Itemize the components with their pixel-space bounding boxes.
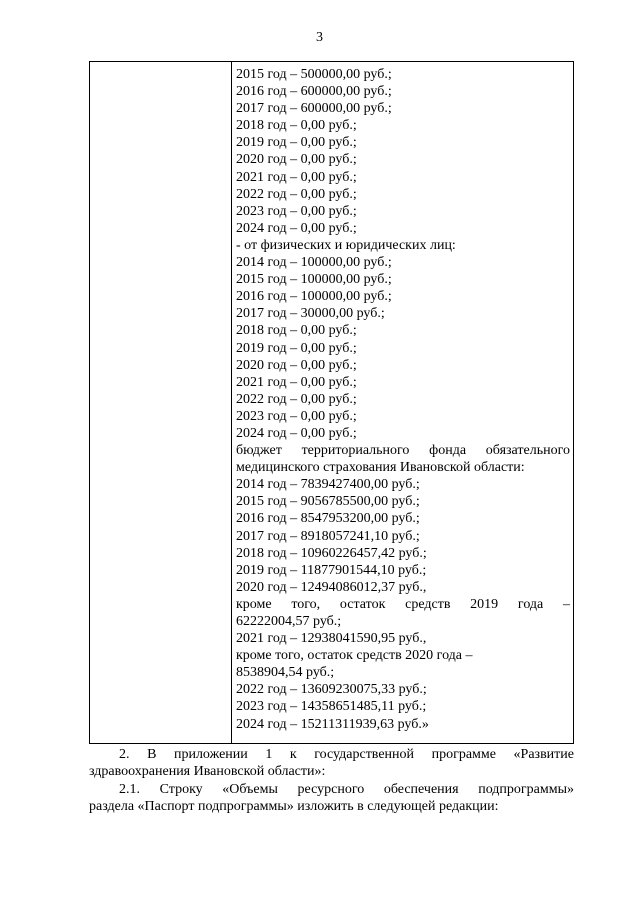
funding-line: 2016 год – 600000,00 руб.; xyxy=(236,84,392,100)
funding-line: 2024 год – 0,00 руб.; xyxy=(236,425,357,441)
funding-line: 2020 год – 0,00 руб.; xyxy=(236,152,357,168)
funding-line: 2018 год – 10960226457,42 руб.; xyxy=(236,545,427,561)
funding-line: 2021 год – 0,00 руб.; xyxy=(236,374,357,390)
funding-line: 2021 год – 0,00 руб.; xyxy=(236,169,357,185)
funding-line: 2015 год – 100000,00 руб.; xyxy=(236,272,392,288)
funding-line: 2019 год – 0,00 руб.; xyxy=(236,135,357,151)
paragraph-2-line-1: 2. В приложении 1 к государственной программе «Развитие xyxy=(119,747,574,762)
funding-source-heading: - от физических и юридических лиц: xyxy=(236,237,456,253)
funding-line: 2023 год – 0,00 руб.; xyxy=(236,203,357,219)
funding-note: кроме того, остаток средств 2020 года – xyxy=(236,648,473,664)
funding-line: 2024 год – 0,00 руб.; xyxy=(236,220,357,236)
funding-cell xyxy=(236,66,570,733)
funding-source-heading: бюджет территориального фонда обязательного xyxy=(236,443,570,459)
funding-line: 2017 год – 8918057241,10 руб.; xyxy=(236,528,420,544)
funding-note: кроме того, остаток средств 2019 года – xyxy=(236,596,570,612)
funding-line: 2014 год – 7839427400,00 руб.; xyxy=(236,477,420,493)
page-number: 3 xyxy=(316,30,323,45)
funding-table xyxy=(89,61,574,744)
funding-line: 2016 год – 8547953200,00 руб.; xyxy=(236,511,420,527)
funding-line: 2016 год – 100000,00 руб.; xyxy=(236,289,392,305)
funding-line: 2017 год – 30000,00 руб.; xyxy=(236,306,385,322)
funding-source-heading: медицинского страхования Ивановской области: xyxy=(236,460,525,476)
paragraph-2-1-line-1: 2.1. Строку «Объемы ресурсного обеспечения подпрограммы» xyxy=(119,782,574,797)
funding-line: 2022 год – 0,00 руб.; xyxy=(236,186,357,202)
paragraph-2-1-line-2: раздела «Паспорт подпрограммы» изложить в следующей редакции: xyxy=(89,799,499,815)
funding-line: 2024 год – 15211311939,63 руб.» xyxy=(236,716,429,732)
funding-line: 2023 год – 0,00 руб.; xyxy=(236,408,357,424)
funding-line: 2018 год – 0,00 руб.; xyxy=(236,323,357,339)
funding-line: 2023 год – 14358651485,11 руб.; xyxy=(236,699,427,715)
funding-line: 2015 год – 500000,00 руб.; xyxy=(236,67,392,82)
table-column-divider xyxy=(231,62,232,743)
funding-line: 2020 год – 0,00 руб.; xyxy=(236,357,357,373)
funding-line: 2022 год – 13609230075,33 руб.; xyxy=(236,682,427,698)
funding-line: 2019 год – 11877901544,10 руб.; xyxy=(236,562,427,578)
paragraph-2-1 xyxy=(89,781,574,816)
funding-line: 2014 год – 100000,00 руб.; xyxy=(236,255,392,271)
funding-line: 2015 год – 9056785500,00 руб.; xyxy=(236,494,420,510)
funding-line: 2017 год – 600000,00 руб.; xyxy=(236,101,392,117)
funding-line: 2021 год – 12938041590,95 руб., xyxy=(236,631,427,647)
funding-line: 2019 год – 0,00 руб.; xyxy=(236,340,357,356)
paragraph-2-line-2: здравоохранения Ивановской области»: xyxy=(89,764,326,780)
funding-note: 8538904,54 руб.; xyxy=(236,665,335,681)
funding-note: 62222004,57 руб.; xyxy=(236,614,342,629)
paragraph-2 xyxy=(89,746,574,781)
funding-line: 2018 год – 0,00 руб.; xyxy=(236,118,357,134)
funding-line: 2022 год – 0,00 руб.; xyxy=(236,391,357,407)
funding-line: 2020 год – 12494086012,37 руб., xyxy=(236,579,427,595)
